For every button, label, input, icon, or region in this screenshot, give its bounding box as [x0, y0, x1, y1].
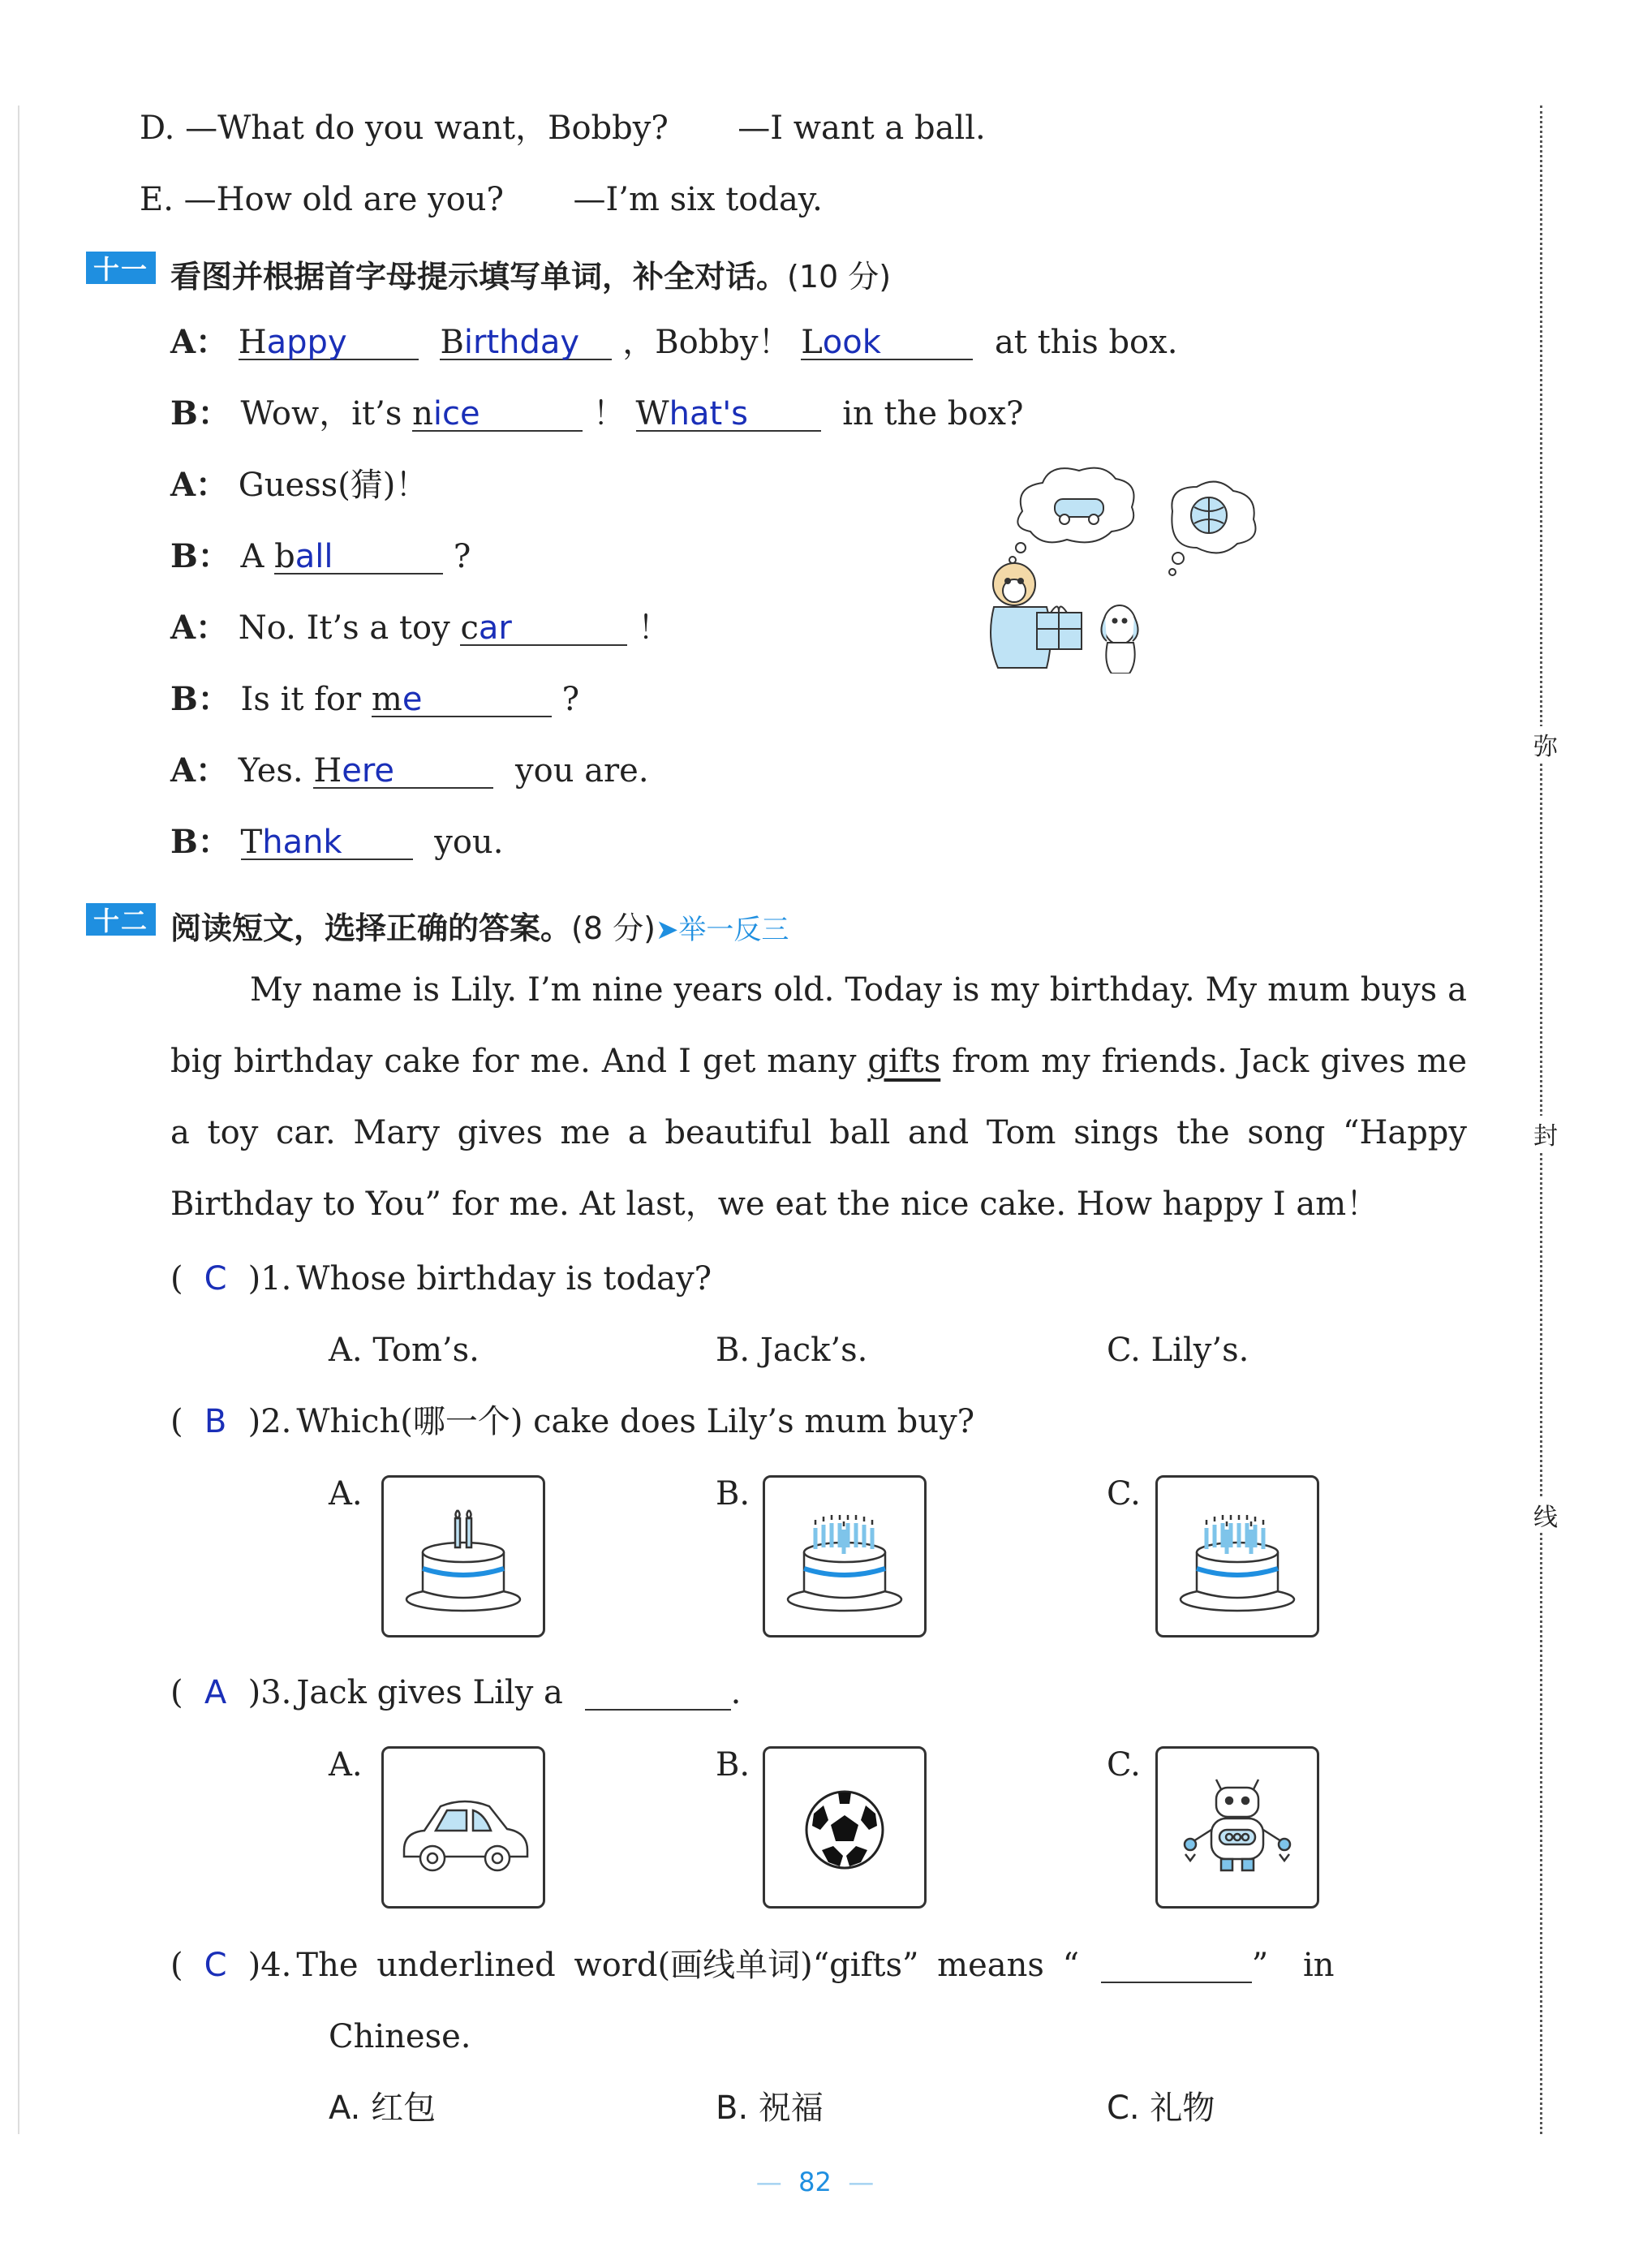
margin-label: 弥 [1533, 726, 1558, 762]
option-image-toy-car[interactable] [381, 1746, 545, 1909]
dialogue-line: A： Happy Birthday ，Bobby！ Look at this box. [170, 323, 1178, 361]
underlined-word: gifts [867, 1043, 941, 1080]
option-text: A. Tom’s. [329, 1332, 480, 1369]
car-icon [384, 1749, 543, 1906]
margin-label: 封 [1533, 1116, 1558, 1151]
fill-blank[interactable] [585, 1676, 731, 1711]
fill-blank[interactable]: ball [274, 540, 443, 575]
gift-illustration [974, 463, 1282, 674]
option-image-ball[interactable] [763, 1746, 927, 1909]
cake-icon [384, 1478, 543, 1635]
option-d: D. —What do you want，Bobby? —I want a ball. [140, 110, 986, 147]
option-image-cake-a[interactable] [381, 1475, 545, 1638]
cake-icon [765, 1478, 924, 1635]
soccer-ball-icon [765, 1749, 924, 1906]
reading-passage: My name is Lily. I’m nine years old. Today is my birthday. My mum buys a big birthday cake for me. And I get many gifts from my friends. Jack gives me a toy car. Mary gives me a beautiful ball and Tom sings the song “Happy Birthday to You” for me. At last，we eat the nice cake. How happy I am！ [170, 971, 1468, 1223]
answer-slot[interactable]: B [204, 1403, 227, 1440]
answer-slot[interactable]: A [204, 1674, 227, 1711]
dialogue-line: B： Thank you. [170, 823, 504, 861]
option-letter: A. [329, 1746, 363, 1784]
section-number-badge: 十二 [86, 903, 156, 936]
section-number-badge: 十一 [86, 252, 156, 284]
fill-blank[interactable]: What's [636, 398, 821, 432]
extension-tag[interactable]: ➤举一反三 [655, 914, 789, 946]
answer-slot[interactable]: C [204, 1947, 227, 1984]
option-text: C. 礼物 [1107, 2089, 1215, 2127]
option-text: A. 红包 [329, 2089, 437, 2127]
question: ( C )4. The underlined word(画线单词)“gifts” means “ ” in [170, 1947, 1335, 1984]
fill-blank[interactable]: Here [313, 755, 493, 789]
margin-label: 线 [1533, 1497, 1558, 1533]
fill-blank[interactable] [1101, 1949, 1252, 1983]
option-image-cake-c[interactable] [1155, 1475, 1319, 1638]
option-text: B. Jack’s. [716, 1332, 868, 1369]
option-e: E. —How old are you? —I’m six today. [140, 181, 823, 218]
dialogue-line: A： Yes. Here you are. [170, 751, 649, 790]
question: ( A )3. Jack gives Lily a . [170, 1674, 742, 1711]
option-image-cake-b[interactable] [763, 1475, 927, 1638]
fill-blank[interactable]: car [460, 612, 627, 646]
dialogue-line: B： Is it for me ? [170, 680, 580, 718]
option-letter: A. [329, 1475, 363, 1513]
option-letter: B. [716, 1475, 750, 1513]
fill-blank[interactable]: Birthday [440, 326, 612, 360]
question: ( C )1. Whose birthday is today? [170, 1260, 712, 1298]
robot-icon [1158, 1749, 1317, 1906]
option-letter: B. [716, 1746, 750, 1784]
question: ( B )2. Which(哪一个) cake does Lily’s mum buy? [170, 1403, 975, 1440]
option-text: B. 祝福 [716, 2089, 824, 2127]
dialogue-line: B： A ball ? [170, 537, 471, 575]
option-letter: C. [1107, 1746, 1141, 1784]
fill-blank[interactable]: Thank [241, 826, 413, 860]
fill-blank[interactable]: Happy [239, 326, 419, 360]
section-title: 看图并根据首字母提示填写单词，补全对话。(10 分) [170, 259, 892, 295]
dialogue-line: A： No. It’s a toy car ！ [170, 609, 671, 647]
cake-icon [1158, 1478, 1317, 1635]
fill-blank[interactable]: nice [412, 398, 583, 432]
answer-slot[interactable]: C [204, 1260, 227, 1298]
page-number: — 82 — [755, 2167, 875, 2197]
left-edge-line [18, 105, 19, 2134]
option-letter: C. [1107, 1475, 1141, 1513]
fill-blank[interactable]: Look [801, 326, 973, 360]
dialogue-line: A： Guess(猜)！ [170, 466, 428, 504]
option-image-robot[interactable] [1155, 1746, 1319, 1909]
question-continuation: Chinese. [329, 2018, 471, 2055]
option-text: C. Lily’s. [1107, 1332, 1249, 1369]
section-title: 阅读短文，选择正确的答案。(8 分)➤举一反三 [170, 910, 789, 946]
dialogue-line: B： Wow，it’s nice ！ What's in the box? [170, 394, 1024, 433]
fill-blank[interactable]: me [372, 683, 552, 717]
